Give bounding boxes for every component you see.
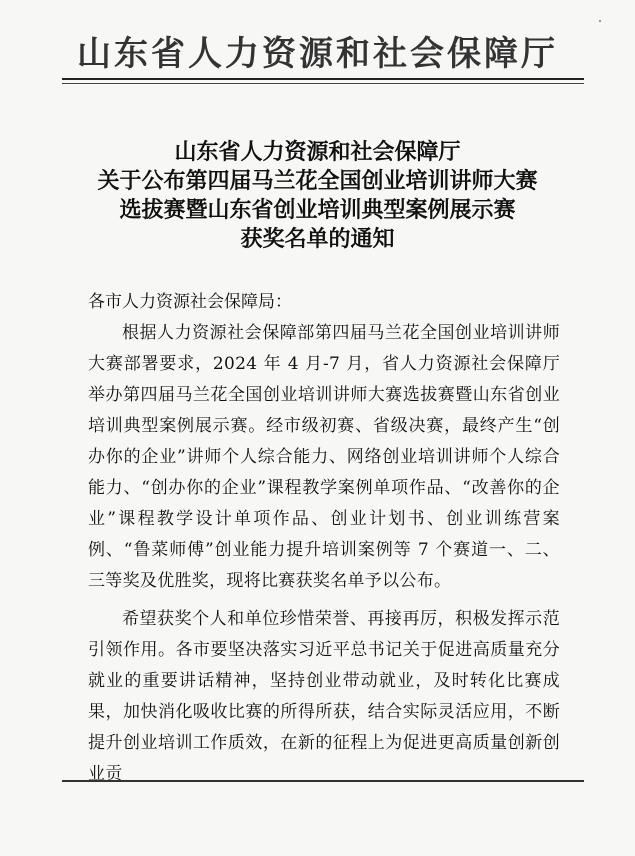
letterhead-rule bbox=[62, 78, 584, 80]
paragraph-2-block bbox=[88, 604, 560, 790]
title-line-1: 山东省人力资源和社会保障厅 bbox=[174, 140, 461, 165]
letterhead: 山东省人力资源和社会保障厅 bbox=[77, 34, 558, 74]
paragraph-1-block bbox=[88, 318, 560, 597]
scan-speck bbox=[599, 20, 601, 22]
title-line-3: 选拔赛暨山东省创业培训典型案例展示赛 bbox=[119, 198, 516, 223]
title-line-4: 获奖名单的通知 bbox=[240, 227, 395, 252]
salutation: 各市人力资源社会保障局： bbox=[88, 292, 292, 312]
paragraph-1: 根据人力资源社会保障部第四届马兰花全国创业培训讲师大赛部署要求，2024 年 4 月-7 月，省人力资源社会保障厅举办第四届马兰花全国创业培训讲师大赛选拔赛暨山东省创业培训典型案例展示赛。经市级初赛、省级决赛，最终产生“创办你的企业”讲师个人综合能力、网络创业培训讲师个人综合能力、“创办你的企业”课程教学案例单项作品、“改善你的企业”课程教学设计单项作品、创业计划书、创业训练营案例、“鲁菜师傅”创业能力提升培训案例等 7 个赛道一、二、三等奖及优胜奖，现将比赛获奖名单予以公布。 bbox=[88, 323, 560, 591]
title-line-2: 关于公布第四届马兰花全国创业培训讲师大赛 bbox=[97, 169, 538, 194]
paragraph-2: 希望获奖个人和单位珍惜荣誉、再接再厉，积极发挥示范引领作用。各市要坚决落实习近平总书记关于促进高质量充分就业的重要讲话精神，坚持创业带动就业，及时转化比赛成果，加快消化吸收比赛的所得所获，结合实际灵活应用，不断提升创业培训工作质效，在新的征程上为促进更高质量创新创业贡 bbox=[88, 609, 560, 784]
document-title bbox=[0, 138, 635, 254]
letterhead-rule-thin bbox=[62, 83, 584, 84]
footer-rule bbox=[62, 780, 584, 782]
